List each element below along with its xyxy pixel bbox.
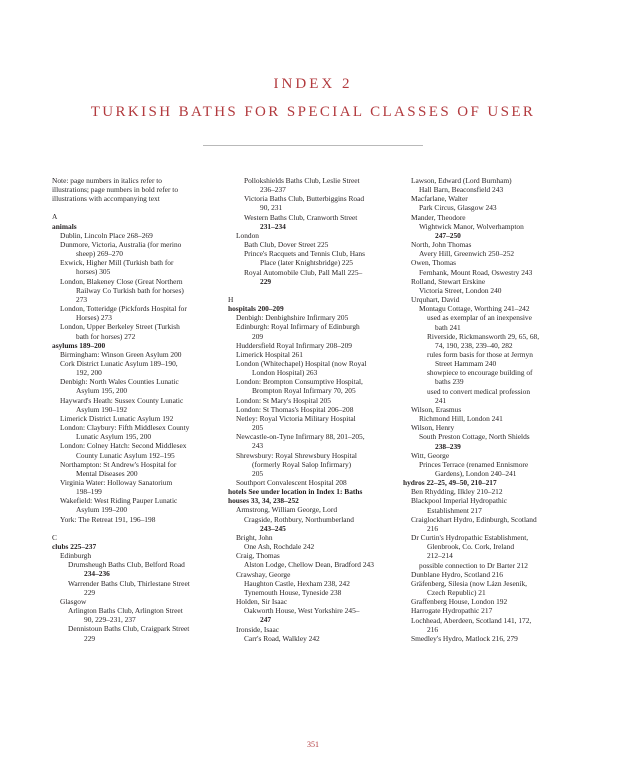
index-entry: Owen, Thomas [411, 258, 457, 268]
index-entry: Denbigh: Denbighshire Infirmary 205 [236, 313, 349, 323]
index-entry: 209 [252, 331, 264, 341]
index-entry: One Ash, Rochdale 242 [244, 542, 315, 552]
index-entry: 229 [84, 587, 96, 597]
index-entry: Czech Republic) 21 [427, 588, 486, 598]
index-entry: Lochhead, Aberdeen, Scotland 141, 172, [411, 615, 532, 625]
index-entry: London: St Thomas's Hospital 206–208 [236, 404, 354, 414]
index-entry: sheep) 269–270 [76, 249, 124, 259]
index-entry: Crawshay, George [236, 569, 291, 579]
index-entry: 231–234 [260, 221, 286, 231]
index-entry: Ben Rhydding, Ilkley 210–212 [411, 487, 503, 497]
index-entry: Limerick District Lunatic Asylum 192 [60, 413, 174, 423]
index-entry: horses) 305 [76, 267, 111, 277]
note-line: illustrations with accompanying text [52, 194, 160, 204]
index-entry: Dunmore, Victoria, Australia (for merino [60, 239, 182, 249]
index-entry: Wilson, Erasmus [411, 404, 462, 414]
index-entry: Craig, Thomas [236, 551, 280, 561]
index-entry: (formerly Royal Salop Infirmary) [252, 459, 352, 469]
index-entry: Street Hammam 240 [435, 359, 497, 369]
index-entry: Lunatic Asylum 195, 200 [76, 432, 152, 442]
index-entry: Urquhart, David [411, 295, 460, 305]
index-entry: Haughton Castle, Hexham 238, 242 [244, 578, 350, 588]
index-entry: 273 [76, 294, 88, 304]
index-entry: hotels See under location in Index 1: Baths [228, 487, 363, 497]
index-entry: 243–245 [260, 523, 286, 533]
index-entry: 216 [427, 523, 439, 533]
index-entry: Exwick, Higher Mill (Turkish bath for [60, 258, 174, 268]
index-entry: Royal Automobile Club, Pall Mall 225– [244, 267, 363, 277]
index-entry: 247–250 [435, 230, 461, 240]
index-entry: Oakworth House, West Yorkshire 245– [244, 606, 360, 616]
index-entry: Victoria Baths Club, Butterbiggins Road [244, 194, 365, 204]
index-entry: 90, 229–231, 237 [84, 615, 136, 625]
index-entry: possible connection to Dr Barter 212 [419, 560, 528, 570]
index-entry: Richmond Hill, London 241 [419, 414, 503, 424]
index-entry: H [228, 294, 234, 304]
column-1-entries [52, 212, 217, 642]
index-entry: showpiece to encourage building of [427, 368, 533, 378]
index-entry: Newcastle-on-Tyne Infirmary 88, 201–205, [236, 432, 365, 442]
index-entry: York: The Retreat 191, 196–198 [60, 514, 156, 524]
index-entry: 238–239 [435, 441, 461, 451]
index-entry: Lawson, Edward (Lord Burnham) [411, 176, 512, 185]
index-entry: hydros 22–25, 49–50, 210–217 [403, 478, 497, 488]
index-entry: Western Baths Club, Cranworth Street [244, 212, 358, 222]
index-entry: Witt, George [411, 450, 450, 460]
index-entry: Carr's Road, Walkley 242 [244, 633, 320, 643]
index-entry: Fernhank, Mount Road, Oswestry 243 [419, 267, 533, 277]
index-entry: 243 [252, 441, 264, 451]
index-entry: Bright, John [236, 532, 273, 542]
index-entry: Princes Terrace (renamed Ennismore [419, 459, 529, 469]
index-entry: Blackpool Imperial Hydropathic [411, 496, 508, 506]
index-entry: Wakefield: West Riding Pauper Lunatic [60, 496, 178, 506]
index-entry: rules form basis for those at Jermyn [427, 349, 533, 359]
index-column-2 [228, 176, 393, 643]
index-entry: London: Brompton Consumptive Hospital, [236, 377, 363, 387]
index-entry: Hayward's Heath: Sussex County Lunatic [60, 395, 184, 405]
index-entry: Virginia Water: Holloway Sanatorium [60, 478, 173, 487]
index-entry: 192, 200 [76, 368, 102, 378]
index-entry: animals [52, 221, 77, 231]
index-entry: London: St Mary's Hospital 205 [236, 395, 331, 405]
index-entry: 247 [260, 615, 272, 625]
index-entry: 216 [427, 624, 439, 634]
index-entry: Graffenberg House, London 192 [411, 597, 508, 607]
index-entry: Pollokshields Baths Club, Leslie Street [244, 176, 360, 185]
index-entry: Avery Hill, Greenwich 250–252 [419, 249, 515, 259]
index-entry: Glenbrook, Co. Cork, Ireland [427, 542, 515, 552]
index-column-1 [52, 176, 217, 643]
index-entry: Asylum 199–200 [76, 505, 128, 515]
index-entry: 234–236 [84, 569, 110, 579]
index-entry: 229 [84, 633, 96, 643]
page-number: 351 [307, 740, 319, 749]
index-entry: 205 [252, 468, 264, 478]
index-entry: Alston Lodge, Chellow Dean, Bradford 243 [244, 560, 374, 570]
index-entry: Northampton: St Andrew's Hospital for [60, 459, 177, 469]
index-title-heading: TURKISH BATHS FOR SPECIAL CLASSES OF USER [90, 104, 536, 120]
index-entry: Victoria Street, London 240 [419, 285, 502, 295]
index-entry: Limerick Hospital 261 [236, 349, 303, 359]
index-entry: hospitals 200–209 [228, 304, 284, 314]
index-entry: Brompton Royal Infirmary 70, 205 [252, 386, 356, 396]
index-entry: bath for horses) 272 [76, 331, 136, 341]
index-entry: Wightwick Manor, Wolverhampton [419, 221, 524, 231]
index-entry: used to convert medical profession [427, 386, 531, 396]
index-entry: Harrogate Hydropathic 217 [411, 606, 493, 616]
index-entry: Dennistoun Baths Club, Craigpark Street [68, 624, 190, 634]
index-entry: Cork District Lunatic Asylum 189–190, [60, 358, 178, 368]
index-entry: London [236, 230, 259, 240]
index-entry: Wilson, Henry [411, 423, 455, 433]
index-entry: Craiglockhart Hydro, Edinburgh, Scotland [411, 514, 537, 524]
index-entry: Bath Club, Dover Street 225 [244, 240, 329, 250]
index-entry: 90, 231 [260, 203, 283, 213]
index-entry: Drumsheugh Baths Club, Belford Road [68, 560, 185, 570]
index-entry: Southport Convalescent Hospital 208 [236, 478, 347, 487]
index-entry: North, John Thomas [411, 240, 472, 250]
index-entry: London: Colney Hatch: Second Middlesex [60, 441, 187, 451]
index-entry: Mander, Theodore [411, 212, 466, 222]
index-entry: A [52, 212, 58, 222]
title-divider [203, 145, 423, 146]
index-entry: Armstrong, William George, Lord [236, 505, 338, 515]
index-entry: Establishment 217 [427, 505, 482, 515]
index-entry: Glasgow [60, 596, 87, 606]
index-entry: Railway Co Turkish bath for horses) [76, 285, 184, 295]
index-entry: Edinburgh: Royal Infirmary of Edinburgh [236, 322, 360, 332]
index-entry: Riverside, Rickmansworth 29, 65, 68, [427, 331, 540, 341]
index-entry: Prince's Racquets and Tennis Club, Hans [244, 249, 365, 259]
index-note [52, 176, 217, 203]
index-entry: Arlington Baths Club, Arlington Street [68, 606, 183, 616]
index-entry: Holden, Sir Isaac [236, 597, 288, 607]
index-entry: 241 [435, 395, 447, 405]
column-3-entries [403, 176, 573, 643]
index-entry: Place (later Knightsbridge) 225 [260, 258, 353, 268]
index-entry: baths 239 [435, 377, 464, 387]
index-entry: Cragside, Rothbury, Northumberland [244, 514, 354, 524]
index-entry: Smedley's Hydro, Matlock 216, 279 [411, 633, 518, 643]
index-entry: houses 33, 34, 238–252 [228, 496, 299, 506]
index-entry: Mental Diseases 200 [76, 468, 138, 478]
index-entry: Asylum 190–192 [76, 404, 128, 414]
index-entry: asylums 189–200 [52, 340, 106, 350]
index-entry: Horses) 273 [76, 313, 112, 323]
index-entry: 229 [260, 276, 272, 286]
index-entry: County Lunatic Asylum 192–195 [76, 450, 175, 460]
index-entry: Gardens), London 240–241 [435, 469, 517, 478]
index-entry: Dr Curtin's Hydropathic Establishment, [411, 533, 529, 543]
index-entry: Hall Barn, Beaconsfield 243 [419, 185, 504, 195]
index-entry: 205 [252, 423, 264, 433]
index-entry: London, Upper Berkeley Street (Turkish [60, 322, 180, 332]
index-number-heading: INDEX 2 [273, 76, 353, 92]
index-entry: Gräfenberg, Silesia (now Lázn Jeseník, [411, 578, 528, 588]
index-entry: London, Totteridge (Pickfords Hospital for [60, 304, 187, 314]
note-line: illustrations; page numbers in bold refer to [52, 185, 179, 195]
index-entry: clubs 225–237 [52, 541, 97, 551]
index-entry: Denbigh: North Wales Counties Lunatic [60, 377, 179, 387]
index-entry: C [52, 532, 57, 542]
index-entry: 236–237 [260, 185, 286, 195]
index-entry: 74, 190, 238, 239–40, 282 [435, 340, 513, 350]
index-entry: Ironside, Isaac [236, 624, 280, 634]
index-entry: Asylum 195, 200 [76, 386, 128, 396]
index-entry: Netley: Royal Victoria Military Hospital [236, 413, 356, 423]
index-entry: Dunblane Hydro, Scotland 216 [411, 569, 503, 579]
section-gap [228, 286, 393, 295]
index-entry: Montagu Cottage, Worthing 241–242 [419, 304, 530, 314]
index-entry: 198–199 [76, 487, 102, 497]
section-gap [52, 524, 217, 533]
index-entry: bath 241 [435, 322, 461, 332]
index-column-3 [403, 176, 573, 643]
index-entry: Macfarlane, Walter [411, 194, 468, 204]
index-entry: Rolland, Stewart Erskine [411, 276, 486, 286]
index-entry: London, Blakeney Close (Great Northern [60, 276, 183, 286]
index-entry: London: Claybury: Fifth Middlesex County [60, 423, 190, 433]
index-entry: Birmingham: Winson Green Asylum 200 [60, 349, 182, 359]
index-entry: Warrender Baths Club, Thirlestane Street [68, 578, 190, 588]
index-entry: South Preston Cottage, North Shields [419, 432, 530, 442]
column-2-entries [228, 176, 393, 643]
index-entry: Park Circus, Glasgow 243 [419, 203, 497, 213]
note-line: Note: page numbers in italics refer to [52, 176, 163, 185]
index-entry: Tynemouth House, Tyneside 238 [244, 587, 342, 597]
index-entry: used as exemplar of an inexpensive [427, 313, 532, 323]
index-entry: Edinburgh [60, 551, 92, 561]
index-entry: London Hospital) 263 [252, 368, 318, 378]
index-entry: 212–214 [427, 551, 453, 561]
index-entry: London (Whitechapel) Hospital (now Royal [236, 358, 367, 368]
index-entry: Dublin, Lincoln Place 268–269 [60, 230, 153, 240]
index-entry: Shrewsbury: Royal Shrewsbury Hospital [236, 450, 357, 460]
index-entry: Huddersfield Royal Infirmary 208–209 [236, 340, 352, 350]
